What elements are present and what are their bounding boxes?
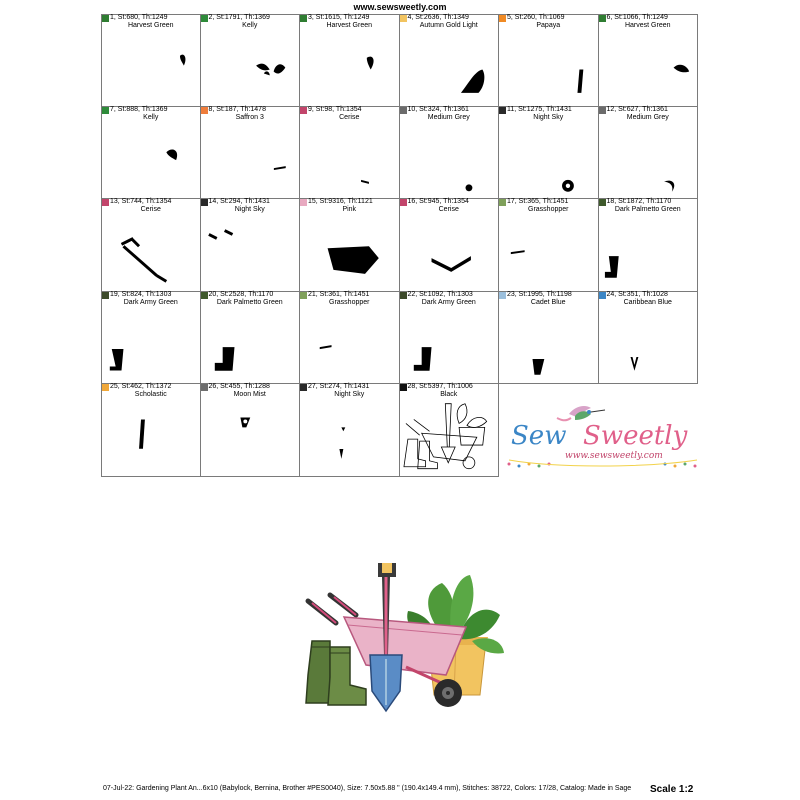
thread-color-name: Saffron 3: [235, 113, 264, 121]
stitch-preview: [400, 384, 499, 476]
color-stop-meta: 17, St:365, Th:1451: [507, 198, 569, 206]
thread-color-name: Night Sky: [533, 113, 564, 121]
color-stop-meta: 10, St:324, Th:1361: [407, 105, 469, 113]
color-stop-meta: 2, St:1791, Th:1369: [208, 14, 270, 21]
stitch-preview: [201, 15, 300, 106]
color-stop-meta: 1, St:680, Th:1249: [110, 14, 168, 21]
thread-color-name: Night Sky: [334, 391, 365, 399]
color-stop-meta: 18, St:1872, Th:1170: [606, 198, 672, 206]
color-stop-meta: 5, St:260, Th:1069: [507, 14, 565, 21]
color-stop-cell: [300, 199, 400, 292]
color-stop-meta: 27, St:274, Th:1431: [308, 383, 370, 391]
color-stop-cell: [400, 384, 500, 477]
color-stop-meta: 23, St:1995, Th:1198: [507, 290, 572, 298]
stitch-preview: [300, 107, 399, 199]
stitch-preview: [599, 199, 698, 291]
color-stop-meta: 16, St:945, Th:1354: [407, 198, 469, 206]
color-stop-meta: 13, St:744, Th:1354: [110, 198, 172, 206]
color-stop-cell: [499, 292, 599, 385]
thread-color-name: Harvest Green: [326, 22, 373, 29]
color-stop-cell: [499, 199, 599, 292]
color-stop-cell: [201, 199, 301, 292]
color-stop-cell: [101, 199, 201, 292]
color-stop-meta: 14, St:294, Th:1431: [208, 198, 270, 206]
stitch-preview: [102, 15, 200, 106]
stitch-preview: [102, 199, 200, 291]
color-stop-cell: [599, 292, 699, 385]
color-stop-meta: 6, St:1066, Th:1249: [606, 14, 668, 21]
thread-color-name: Medium Grey: [626, 113, 669, 121]
thread-color-name: Cerise: [438, 206, 459, 214]
thread-color-name: Cerise: [339, 113, 360, 121]
stitch-preview: [102, 384, 200, 476]
thread-color-name: Autumn Gold Light: [419, 22, 478, 29]
stitch-preview: [400, 292, 499, 384]
color-stop-cell: [300, 292, 400, 385]
color-stop-cell: [201, 292, 301, 385]
thread-color-name: Harvest Green: [127, 22, 174, 29]
gardening-illustration: [296, 555, 514, 717]
brand-url: www.sewsweetly.com: [565, 451, 663, 461]
color-stop-meta: 3, St:1615, Th:1249: [308, 14, 370, 21]
color-stop-meta: 9, St:98, Th:1354: [308, 105, 362, 113]
color-stop-meta: 22, St:1092, Th:1303: [407, 290, 473, 298]
color-stop-meta: 8, St:187, Th:1478: [208, 105, 266, 113]
stitch-preview: [499, 292, 598, 384]
stitch-preview: [300, 292, 399, 384]
thread-color-name: Cadet Blue: [530, 298, 566, 306]
color-stop-cell: [101, 292, 201, 385]
thread-color-name: Night Sky: [234, 206, 265, 214]
stitch-preview: [201, 384, 300, 476]
scale-label: Scale 1:2: [650, 784, 694, 795]
color-stop-cell: [599, 14, 699, 107]
stitch-preview: [201, 292, 300, 384]
site-url: www.sewsweetly.com: [353, 2, 447, 12]
stitch-preview: [499, 15, 598, 106]
color-stop-meta: 28, St:5397, Th:1006: [407, 383, 473, 391]
thread-color-name: Caribbean Blue: [623, 298, 672, 306]
thread-color-name: Pink: [342, 206, 357, 214]
color-stop-cell: [201, 107, 301, 200]
color-stop-meta: 26, St:455, Th:1288: [208, 383, 270, 391]
thread-color-name: Dark Palmetto Green: [614, 206, 681, 214]
stitch-preview: [599, 292, 698, 384]
stitch-preview: [300, 384, 399, 476]
thread-color-name: Grasshopper: [528, 206, 569, 214]
thread-color-name: Scholastic: [134, 391, 167, 399]
footer-info: 07-Jul-22: Gardening Plant An...6x10 (Babylock, Bernina, Brother #PES0040), Size: 7.50x5.88 " (190.4x149.4 mm), Stitches: 38722, Colors: 17/28, Catalog: Made in Sage: [103, 785, 632, 792]
color-stop-cell: [499, 14, 599, 107]
thread-color-name: Harvest Green: [624, 22, 671, 29]
color-stop-meta: 7, St:888, Th:1369: [110, 105, 168, 113]
boots: [306, 641, 366, 705]
color-stop-meta: 24, St:351, Th:1028: [606, 290, 668, 298]
thread-color-name: Cerise: [140, 206, 161, 214]
color-stop-meta: 21, St:361, Th:1451: [308, 290, 370, 298]
color-stop-cell: [101, 384, 201, 477]
color-stop-cell: [400, 199, 500, 292]
color-stop-cell: [101, 14, 201, 107]
color-stop-cell: [400, 292, 500, 385]
color-stop-meta: 19, St:824, Th:1303: [110, 290, 172, 298]
color-stop-cell: [599, 199, 699, 292]
color-stop-cell: [499, 107, 599, 200]
hummingbird-icon: [557, 406, 605, 420]
stitch-preview: [102, 107, 200, 199]
stitch-preview: [201, 199, 300, 291]
stitch-preview: [400, 107, 499, 199]
color-stop-cell: [101, 107, 201, 200]
color-stop-cell: [400, 107, 500, 200]
color-stop-cell: [300, 14, 400, 107]
stitch-preview: [400, 199, 499, 291]
brand-sew: Sew: [511, 421, 567, 451]
thread-color-name: Dark Army Green: [123, 298, 178, 306]
stitch-preview: [400, 15, 499, 106]
color-stop-cell: [400, 14, 500, 107]
thread-color-name: Kelly: [143, 113, 159, 121]
stitch-preview: [599, 107, 698, 199]
stitch-preview: [102, 292, 200, 384]
brand-sweetly: Sweetly: [583, 421, 688, 451]
color-stop-cell: [300, 107, 400, 200]
thread-color-name: Dark Army Green: [421, 298, 476, 306]
stitch-preview: [599, 15, 698, 106]
stitch-preview: [201, 107, 300, 199]
thread-color-name: Black: [440, 391, 458, 399]
thread-color-name: Papaya: [536, 22, 561, 29]
color-stop-meta: 4, St:2636, Th:1349: [407, 14, 469, 21]
thread-color-name: Moon Mist: [233, 391, 266, 399]
color-stop-meta: 12, St:627, Th:1361: [606, 105, 668, 113]
color-stop-meta: 20, St:2528, Th:1170: [208, 290, 274, 298]
stitch-preview: [499, 199, 598, 291]
color-stop-cell: [300, 384, 400, 477]
stitch-preview: [300, 199, 399, 291]
thread-color-name: Medium Grey: [427, 113, 470, 121]
color-stop-meta: 25, St:462, Th:1372: [110, 383, 172, 391]
thread-color-name: Kelly: [242, 22, 258, 29]
color-stop-meta: 11, St:1275, Th:1431: [507, 105, 572, 113]
color-stop-cell: [599, 107, 699, 200]
color-stop-cell: [201, 384, 301, 477]
stitch-preview: [499, 107, 598, 199]
stitch-preview: [300, 15, 399, 106]
sew-sweetly-logo: [505, 398, 700, 476]
thread-color-name: Dark Palmetto Green: [216, 298, 283, 306]
color-stop-meta: 15, St:9316, Th:1121: [308, 198, 373, 206]
thread-color-name: Grasshopper: [329, 298, 370, 306]
color-stop-cell: [201, 14, 301, 107]
